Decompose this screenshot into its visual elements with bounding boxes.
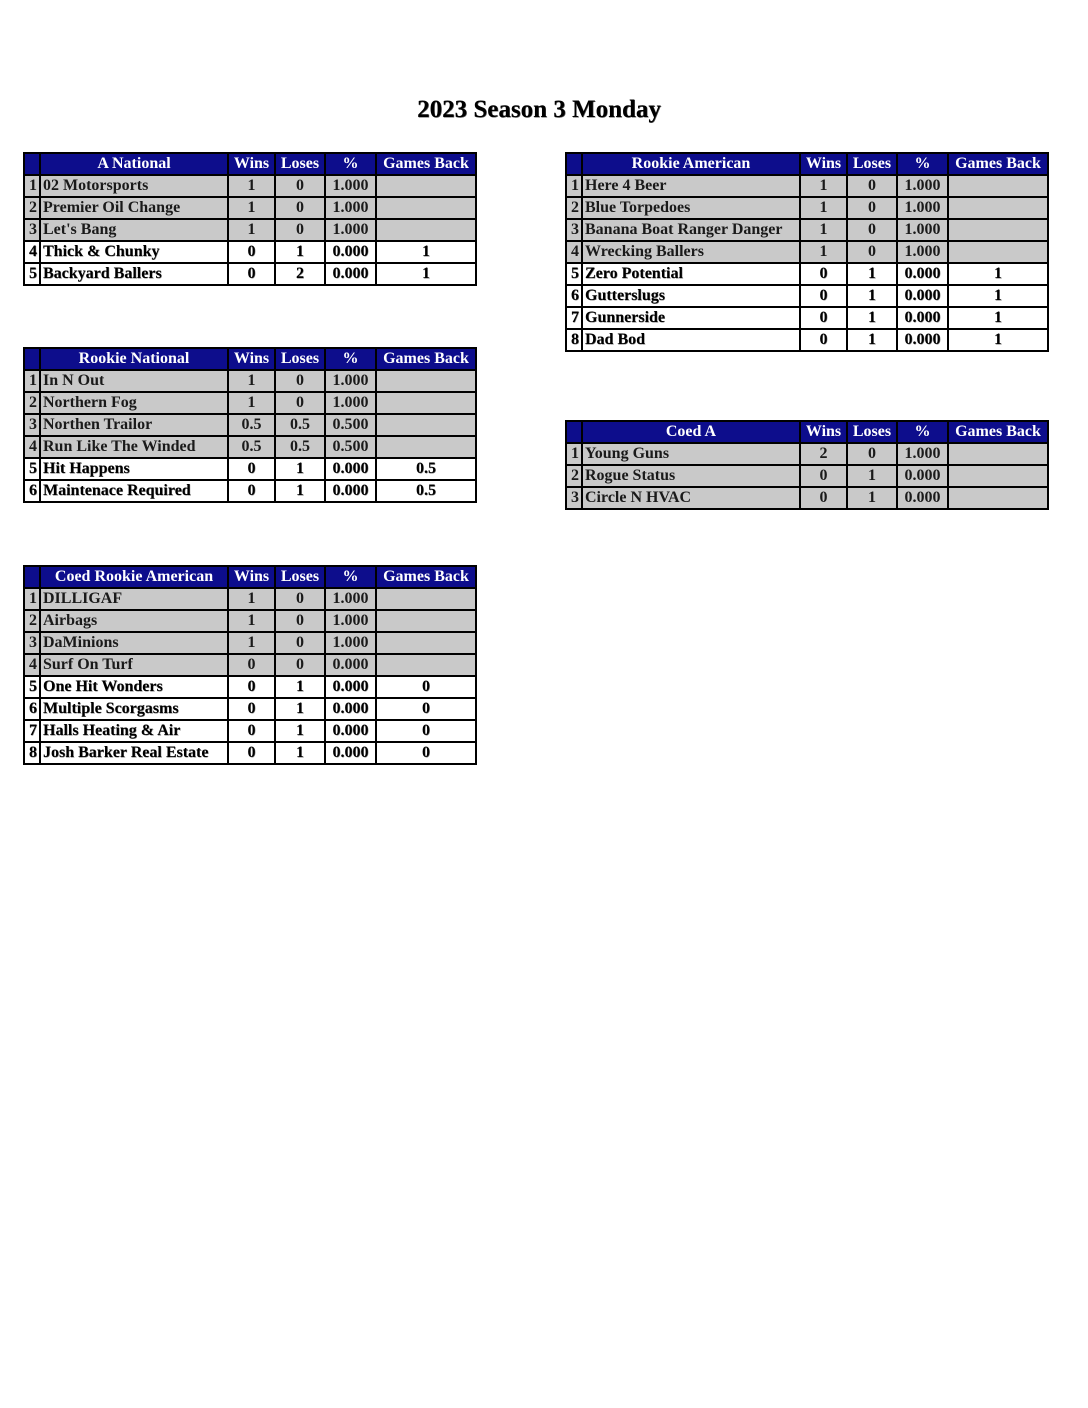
games-back-cell	[948, 465, 1048, 487]
pct-cell: 1.000	[325, 370, 376, 392]
games-back-cell	[376, 588, 476, 610]
team-name: Maintenace Required	[40, 480, 228, 502]
header-row	[566, 153, 1048, 175]
pct-cell: 0.000	[897, 487, 948, 509]
wins-cell: 0	[228, 458, 275, 480]
rookie-american-table	[565, 152, 1049, 352]
team-name: One Hit Wonders	[40, 676, 228, 698]
pct-cell: 0.000	[325, 263, 376, 285]
pct-header: %	[897, 153, 948, 175]
rank-cell: 4	[24, 241, 40, 263]
games-back-cell	[376, 436, 476, 458]
loses-cell: 1	[275, 720, 325, 742]
wins-cell: 1	[228, 370, 275, 392]
wins-cell: 0	[228, 742, 275, 764]
team-name: Blue Torpedoes	[582, 197, 800, 219]
games-back-cell	[376, 392, 476, 414]
loses-cell: 0	[275, 588, 325, 610]
table-row	[24, 480, 476, 502]
games-back-cell: 0	[376, 742, 476, 764]
wins-cell: 0	[800, 465, 847, 487]
games-back-cell	[948, 487, 1048, 509]
table-row	[566, 487, 1048, 509]
rank-cell: 6	[24, 698, 40, 720]
games-back-cell	[376, 219, 476, 241]
team-name: Let's Bang	[40, 219, 228, 241]
table-row	[566, 197, 1048, 219]
coed-a-table	[565, 420, 1049, 510]
loses-cell: 1	[275, 480, 325, 502]
games-back-cell	[376, 414, 476, 436]
rank-cell: 2	[24, 197, 40, 219]
pct-cell: 1.000	[897, 219, 948, 241]
wins-cell: 1	[228, 588, 275, 610]
table-row	[24, 458, 476, 480]
pct-cell: 0.500	[325, 414, 376, 436]
loses-header: Loses	[847, 421, 897, 443]
games-back-cell: 1	[948, 263, 1048, 285]
pct-cell: 0.000	[325, 480, 376, 502]
team-name: Josh Barker Real Estate	[40, 742, 228, 764]
loses-cell: 1	[275, 241, 325, 263]
pct-cell: 1.000	[325, 175, 376, 197]
loses-cell: 1	[847, 263, 897, 285]
pct-cell: 1.000	[325, 219, 376, 241]
wins-cell: 1	[228, 197, 275, 219]
rank-cell: 6	[566, 285, 582, 307]
team-name: Northen Trailor	[40, 414, 228, 436]
wins-header: Wins	[800, 153, 847, 175]
games-back-cell: 0.5	[376, 458, 476, 480]
division-name: A National	[40, 153, 228, 175]
loses-cell: 0	[847, 241, 897, 263]
table-row	[24, 263, 476, 285]
loses-cell: 0	[847, 197, 897, 219]
wins-cell: 0	[228, 480, 275, 502]
team-name: Gutterslugs	[582, 285, 800, 307]
table-row	[566, 241, 1048, 263]
wins-header: Wins	[228, 566, 275, 588]
loses-header: Loses	[275, 153, 325, 175]
loses-cell: 1	[275, 458, 325, 480]
table-row	[566, 465, 1048, 487]
table-row	[24, 698, 476, 720]
wins-cell: 0	[800, 487, 847, 509]
wins-cell: 1	[228, 219, 275, 241]
rank-cell: 2	[566, 197, 582, 219]
games-back-cell	[948, 443, 1048, 465]
loses-cell: 0	[275, 610, 325, 632]
games-back-cell: 1	[948, 329, 1048, 351]
wins-cell: 0.5	[228, 436, 275, 458]
games-back-cell: 1	[376, 263, 476, 285]
rank-cell: 3	[566, 219, 582, 241]
table-row	[566, 329, 1048, 351]
team-name: Halls Heating & Air	[40, 720, 228, 742]
rank-cell: 6	[24, 480, 40, 502]
games-back-cell: 0	[376, 698, 476, 720]
pct-cell: 0.000	[325, 654, 376, 676]
rookie-national-table	[23, 347, 477, 503]
coed-rookie-american-table	[23, 565, 477, 765]
table-row	[24, 241, 476, 263]
team-name: Hit Happens	[40, 458, 228, 480]
loses-header: Loses	[275, 348, 325, 370]
team-name: Rogue Status	[582, 465, 800, 487]
wins-header: Wins	[800, 421, 847, 443]
table-row	[24, 219, 476, 241]
games-back-cell	[376, 197, 476, 219]
team-name: Premier Oil Change	[40, 197, 228, 219]
pct-cell: 1.000	[897, 197, 948, 219]
wins-cell: 0	[228, 676, 275, 698]
pct-header: %	[325, 153, 376, 175]
rank-cell: 7	[566, 307, 582, 329]
pct-cell: 0.000	[897, 285, 948, 307]
pct-cell: 0.000	[897, 263, 948, 285]
rank-cell: 5	[24, 458, 40, 480]
division-name: Coed Rookie American	[40, 566, 228, 588]
wins-cell: 0	[228, 654, 275, 676]
wins-cell: 1	[228, 632, 275, 654]
team-name: Gunnerside	[582, 307, 800, 329]
rank-cell: 1	[24, 588, 40, 610]
games-back-cell	[376, 175, 476, 197]
team-name: Dad Bod	[582, 329, 800, 351]
wins-cell: 1	[800, 241, 847, 263]
team-name: Here 4 Beer	[582, 175, 800, 197]
loses-cell: 1	[847, 329, 897, 351]
games-back-cell: 1	[376, 241, 476, 263]
loses-cell: 0	[275, 175, 325, 197]
games-back-cell: 1	[948, 307, 1048, 329]
header-row	[24, 566, 476, 588]
loses-cell: 0	[847, 219, 897, 241]
rank-cell: 5	[566, 263, 582, 285]
pct-cell: 0.000	[325, 676, 376, 698]
table-row	[566, 443, 1048, 465]
games-back-cell: 1	[948, 285, 1048, 307]
rank-cell: 4	[24, 654, 40, 676]
header-rank-cell	[24, 153, 40, 175]
rank-cell: 1	[566, 175, 582, 197]
division-name: Coed A	[582, 421, 800, 443]
pct-header: %	[325, 348, 376, 370]
team-name: Circle N HVAC	[582, 487, 800, 509]
team-name: In N Out	[40, 370, 228, 392]
loses-header: Loses	[847, 153, 897, 175]
loses-cell: 0	[275, 370, 325, 392]
table-row	[24, 610, 476, 632]
team-name: Wrecking Ballers	[582, 241, 800, 263]
wins-cell: 0	[228, 241, 275, 263]
table-row	[24, 654, 476, 676]
team-name: 02 Motorsports	[40, 175, 228, 197]
pct-header: %	[325, 566, 376, 588]
games-back-cell	[948, 197, 1048, 219]
pct-cell: 0.000	[325, 720, 376, 742]
wins-header: Wins	[228, 153, 275, 175]
table-row	[24, 414, 476, 436]
loses-cell: 0.5	[275, 436, 325, 458]
loses-cell: 1	[847, 465, 897, 487]
table-row	[566, 219, 1048, 241]
wins-cell: 0	[800, 285, 847, 307]
pct-cell: 1.000	[325, 588, 376, 610]
wins-cell: 1	[228, 175, 275, 197]
a-national-table	[23, 152, 477, 286]
wins-cell: 0	[228, 698, 275, 720]
team-name: Run Like The Winded	[40, 436, 228, 458]
pct-cell: 1.000	[325, 610, 376, 632]
games-back-header: Games Back	[948, 421, 1048, 443]
table-row	[566, 307, 1048, 329]
header-rank-cell	[566, 421, 582, 443]
team-name: DILLIGAF	[40, 588, 228, 610]
pct-cell: 1.000	[325, 392, 376, 414]
rank-cell: 7	[24, 720, 40, 742]
table-row	[24, 742, 476, 764]
pct-cell: 1.000	[897, 241, 948, 263]
rank-cell: 1	[24, 370, 40, 392]
team-name: Surf On Turf	[40, 654, 228, 676]
table-row	[24, 588, 476, 610]
header-rank-cell	[24, 348, 40, 370]
loses-cell: 0	[275, 392, 325, 414]
table-row	[24, 175, 476, 197]
pct-cell: 0.000	[897, 465, 948, 487]
games-back-header: Games Back	[376, 348, 476, 370]
loses-cell: 1	[847, 285, 897, 307]
rank-cell: 2	[566, 465, 582, 487]
team-name: DaMinions	[40, 632, 228, 654]
loses-cell: 1	[275, 742, 325, 764]
team-name: Young Guns	[582, 443, 800, 465]
rank-cell: 3	[24, 632, 40, 654]
page-title: 2023 Season 3 Monday	[417, 96, 661, 123]
wins-cell: 1	[228, 392, 275, 414]
loses-cell: 2	[275, 263, 325, 285]
pct-cell: 1.000	[325, 197, 376, 219]
rank-cell: 1	[24, 175, 40, 197]
table-row	[24, 370, 476, 392]
loses-cell: 0	[275, 197, 325, 219]
wins-cell: 2	[800, 443, 847, 465]
games-back-header: Games Back	[948, 153, 1048, 175]
pct-cell: 0.000	[325, 742, 376, 764]
loses-cell: 0	[847, 443, 897, 465]
rank-cell: 8	[24, 742, 40, 764]
team-name: Banana Boat Ranger Danger	[582, 219, 800, 241]
wins-cell: 1	[800, 197, 847, 219]
wins-cell: 0	[228, 720, 275, 742]
header-rank-cell	[24, 566, 40, 588]
loses-cell: 1	[275, 698, 325, 720]
games-back-cell: 0	[376, 676, 476, 698]
loses-cell: 0	[275, 654, 325, 676]
pct-cell: 1.000	[897, 175, 948, 197]
loses-cell: 0	[275, 219, 325, 241]
rank-cell: 8	[566, 329, 582, 351]
loses-cell: 1	[847, 487, 897, 509]
team-name: Airbags	[40, 610, 228, 632]
wins-cell: 0.5	[228, 414, 275, 436]
rank-cell: 3	[566, 487, 582, 509]
table-row	[24, 392, 476, 414]
rank-cell: 4	[566, 241, 582, 263]
table-row	[24, 676, 476, 698]
table-row	[566, 285, 1048, 307]
games-back-cell: 0.5	[376, 480, 476, 502]
pct-cell: 0.500	[325, 436, 376, 458]
rank-cell: 4	[24, 436, 40, 458]
pct-cell: 0.000	[325, 458, 376, 480]
games-back-cell	[376, 654, 476, 676]
loses-cell: 0	[847, 175, 897, 197]
team-name: Thick & Chunky	[40, 241, 228, 263]
rank-cell: 2	[24, 392, 40, 414]
loses-header: Loses	[275, 566, 325, 588]
team-name: Zero Potential	[582, 263, 800, 285]
games-back-cell: 0	[376, 720, 476, 742]
rank-cell: 3	[24, 219, 40, 241]
table-row	[566, 175, 1048, 197]
team-name: Northern Fog	[40, 392, 228, 414]
games-back-cell	[376, 370, 476, 392]
header-row	[566, 421, 1048, 443]
games-back-cell	[948, 241, 1048, 263]
wins-cell: 1	[228, 610, 275, 632]
wins-cell: 0	[800, 263, 847, 285]
games-back-header: Games Back	[376, 566, 476, 588]
table-row	[24, 632, 476, 654]
header-row	[24, 348, 476, 370]
games-back-cell	[376, 610, 476, 632]
table-row	[566, 263, 1048, 285]
division-name: Rookie American	[582, 153, 800, 175]
table-row	[24, 720, 476, 742]
loses-cell: 0	[275, 632, 325, 654]
pct-cell: 0.000	[897, 329, 948, 351]
header-row	[24, 153, 476, 175]
rank-cell: 5	[24, 676, 40, 698]
wins-cell: 0	[228, 263, 275, 285]
pct-cell: 1.000	[897, 443, 948, 465]
table-row	[24, 436, 476, 458]
rank-cell: 2	[24, 610, 40, 632]
games-back-header: Games Back	[376, 153, 476, 175]
rank-cell: 1	[566, 443, 582, 465]
loses-cell: 1	[275, 676, 325, 698]
pct-cell: 1.000	[325, 632, 376, 654]
wins-cell: 1	[800, 175, 847, 197]
rank-cell: 5	[24, 263, 40, 285]
games-back-cell	[376, 632, 476, 654]
pct-cell: 0.000	[897, 307, 948, 329]
pct-header: %	[897, 421, 948, 443]
team-name: Backyard Ballers	[40, 263, 228, 285]
loses-cell: 1	[847, 307, 897, 329]
wins-cell: 0	[800, 329, 847, 351]
team-name: Multiple Scorgasms	[40, 698, 228, 720]
pct-cell: 0.000	[325, 698, 376, 720]
rank-cell: 3	[24, 414, 40, 436]
wins-header: Wins	[228, 348, 275, 370]
pct-cell: 0.000	[325, 241, 376, 263]
loses-cell: 0.5	[275, 414, 325, 436]
games-back-cell	[948, 219, 1048, 241]
wins-cell: 0	[800, 307, 847, 329]
division-name: Rookie National	[40, 348, 228, 370]
header-rank-cell	[566, 153, 582, 175]
games-back-cell	[948, 175, 1048, 197]
table-row	[24, 197, 476, 219]
wins-cell: 1	[800, 219, 847, 241]
